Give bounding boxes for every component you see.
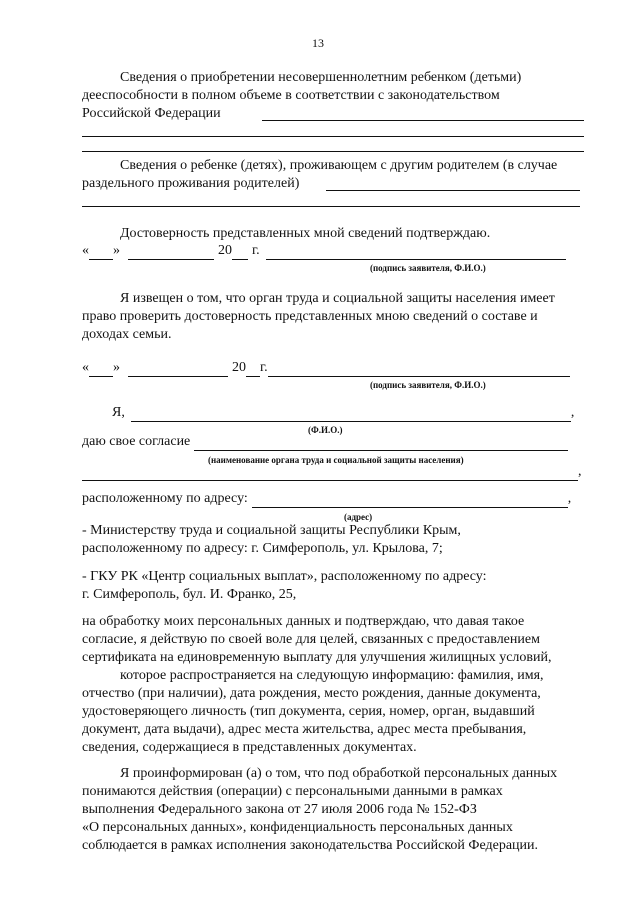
capacity-line-2: дееспособности в полном объеме в соответствии с законодательством	[82, 88, 500, 103]
day-field[interactable]	[89, 362, 113, 377]
child-field-1[interactable]	[326, 190, 580, 191]
capacity-line-1: Сведения о приобретении несовершеннолетним ребенком (детьми)	[120, 70, 522, 85]
fio-caption: (Ф.И.О.)	[308, 425, 343, 435]
confirm-date-row	[82, 242, 566, 260]
child-field-2[interactable]	[82, 206, 580, 207]
processing-line-3: сертификата на единовременную выплату для улучшения жилищных условий,	[82, 650, 552, 665]
address-comma: ,	[567, 491, 572, 506]
year-field[interactable]	[232, 245, 248, 260]
org-field-2[interactable]	[82, 466, 578, 481]
signature-caption: (подпись заявителя, Ф.И.О.)	[370, 380, 486, 390]
page-number: 13	[312, 36, 324, 50]
fio-field[interactable]	[131, 407, 571, 422]
processing-line-6: удостоверяющего личность (тип документа, серия, номер, орган, выдавший	[82, 704, 535, 719]
ministry-item	[82, 522, 584, 540]
address-label: расположенному по адресу:	[82, 491, 248, 506]
processing-line-8: сведения, содержащиеся в представленных документах.	[82, 740, 417, 755]
processing-line-7: документ, дата выдачи), адрес места жительства, адрес места пребывания,	[82, 722, 527, 737]
child-line-1: Сведения о ребенке (детях), проживающем с другим родителем (в случае	[120, 158, 558, 173]
second-date-row	[82, 359, 570, 377]
child-line-2: раздельного проживания родителей)	[82, 176, 300, 191]
child-section	[82, 157, 584, 175]
quote-close: »	[113, 360, 120, 375]
notice-line-1: Я извещен о том, что орган труда и социальной защиты населения имеет	[120, 291, 555, 306]
year-prefix: 20	[218, 243, 232, 258]
ministry-line-2: расположенному по адресу: г. Симферополь, ул. Крылова, 7;	[82, 541, 443, 556]
capacity-field-2[interactable]	[82, 136, 584, 137]
fio-row	[112, 404, 574, 422]
address-row	[82, 490, 571, 508]
month-field[interactable]	[128, 362, 228, 377]
informed-line-5: соблюдается в рамках исполнения законодательства Российской Федерации.	[82, 838, 539, 853]
org-comma: ,	[578, 464, 582, 479]
signature-field[interactable]	[268, 362, 570, 377]
org-field[interactable]	[194, 436, 568, 451]
month-field[interactable]	[128, 245, 214, 260]
fio-comma: ,	[570, 405, 575, 420]
processing-paragraph	[82, 613, 584, 739]
informed-line-3: выполнения Федерального закона от 27 июля 2006 года № 152-ФЗ	[82, 802, 477, 817]
year-prefix: 20	[232, 360, 246, 375]
quote-open: «	[82, 243, 89, 258]
ministry-line-1: - Министерству труда и социальной защиты Республики Крым,	[82, 523, 461, 538]
address-caption: (адрес)	[344, 512, 373, 522]
gku-line-2: г. Симферополь, бул. И. Франко, 25,	[82, 587, 297, 602]
capacity-field-3[interactable]	[82, 151, 584, 152]
capacity-field-1[interactable]	[262, 120, 584, 121]
give-consent-label: даю свое согласие	[82, 434, 191, 449]
confirm-text: Достоверность представленных мной сведений подтверждаю.	[120, 226, 491, 241]
notice-line-2: право проверить достоверность представленных мною сведений о составе и	[82, 309, 538, 324]
informed-line-4: «О персональных данных», конфиденциальность персональных данных	[82, 820, 513, 835]
processing-line-2: согласие, я действую по своей воле для целей, связанных с предоставлением	[82, 632, 540, 647]
notice-section	[82, 290, 584, 326]
org-caption: (наименование органа труда и социальной защиты населения)	[208, 455, 464, 465]
org-row	[82, 433, 568, 451]
processing-line-5: отчество (при наличии), дата рождения, место рождения, данные документа,	[82, 686, 541, 701]
org-row-2	[82, 463, 582, 481]
capacity-section	[82, 69, 584, 105]
quote-open: «	[82, 360, 89, 375]
gku-line-1: - ГКУ РК «Центр социальных выплат», расположенному по адресу:	[82, 569, 487, 584]
ya-label: Я,	[112, 405, 125, 420]
informed-line-1: Я проинформирован (а) о том, что под обработкой персональных данных	[120, 766, 558, 781]
day-field[interactable]	[89, 245, 113, 260]
informed-paragraph	[82, 765, 584, 837]
year-suffix: г.	[260, 360, 268, 375]
signature-caption: (подпись заявителя, Ф.И.О.)	[370, 263, 486, 273]
processing-line-1: на обработку моих персональных данных и подтверждаю, что давая такое	[82, 614, 525, 629]
gku-item	[82, 568, 584, 586]
informed-line-2: понимаются действия (операции) с персональными данными в рамках	[82, 784, 503, 799]
signature-field[interactable]	[266, 245, 566, 260]
year-suffix: г.	[252, 243, 260, 258]
processing-line-4: которое распространяется на следующую информацию: фамилия, имя,	[120, 668, 544, 683]
address-field[interactable]	[252, 493, 568, 508]
quote-close: »	[113, 243, 120, 258]
notice-line-3: доходах семьи.	[82, 327, 172, 342]
capacity-line-3: Российской Федерации	[82, 106, 221, 121]
year-field[interactable]	[246, 362, 260, 377]
